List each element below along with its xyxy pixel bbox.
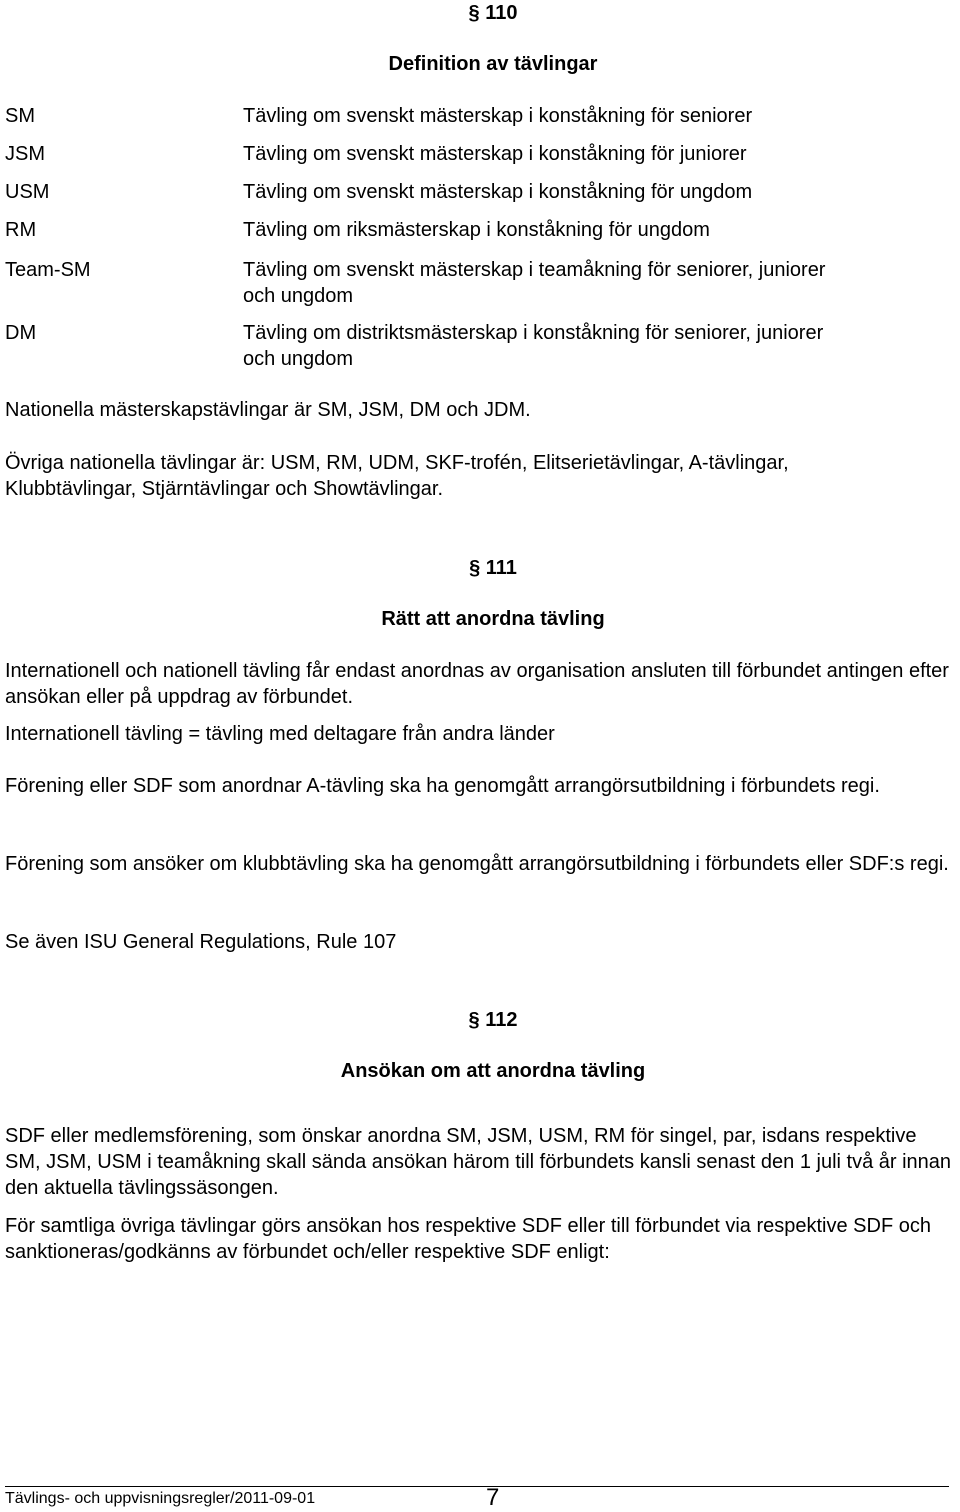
definition-term: RM (5, 219, 37, 241)
definition-description: Tävling om riksmästerskap i konståkning för ungdom (243, 219, 710, 241)
paragraph: Förening som ansöker om klubbtävling ska ha genomgått arrangörsutbildning i förbundets eller SDF:s regi. (5, 853, 949, 875)
definition-description: Tävling om svenskt mästerskap i konståkning för seniorer (243, 105, 753, 127)
paragraph: Förening eller SDF som anordnar A-tävling ska ha genomgått arrangörsutbildning i förbundets regi. (5, 775, 880, 797)
definition-description: Tävling om svenskt mästerskap i konståkning för juniorer (243, 143, 747, 165)
definition-term: SM (5, 105, 35, 127)
section-number-110: § 110 (468, 2, 518, 24)
paragraph: Nationella mästerskapstävlingar är SM, JSM, DM och JDM. (5, 399, 531, 421)
footer-document-reference: Tävlings- och uppvisningsregler/2011-09-01 (5, 1490, 316, 1507)
definition-term: JSM (5, 143, 45, 165)
paragraph: Internationell tävling = tävling med deltagare från andra länder (5, 723, 555, 745)
paragraph: Se även ISU General Regulations, Rule 107 (5, 931, 397, 953)
definition-description: Tävling om distriktsmästerskap i konståkning för seniorer, juniorer och ungdom (243, 322, 824, 370)
paragraph: För samtliga övriga tävlingar görs ansökan hos respektive SDF eller till förbundet via respektive SDF och sanktioneras/godkänns av förbundet och/eller respektive SDF enligt: (5, 1215, 931, 1263)
footer-divider (5, 1486, 949, 1487)
definition-term: DM (5, 322, 37, 344)
paragraph: SDF eller medlemsförening, som önskar anordna SM, JSM, USM, RM för singel, par, isdans respektive SM, JSM, USM i teamåkning skall sända ansökan härom till förbundets kansli senast den 1 juli två år innan den aktuella tävlingssäsongen. (5, 1125, 952, 1199)
definition-description: Tävling om svenskt mästerskap i konståkning för ungdom (243, 181, 753, 203)
section-title-110: Definition av tävlingar (388, 53, 598, 75)
paragraph: Internationell och nationell tävling får endast anordnas av organisation ansluten till förbundet antingen efter ansökan eller på uppdrag av förbundet. (5, 660, 949, 708)
definition-description: Tävling om svenskt mästerskap i teamåkning för seniorer, juniorer och ungdom (243, 259, 826, 307)
section-number-111: § 111 (469, 557, 517, 579)
section-title-111: Rätt att anordna tävling (381, 608, 605, 630)
paragraph: Övriga nationella tävlingar är: USM, RM, UDM, SKF-trofén, Elitserietävlingar, A-tävlingar, Klubbtävlingar, Stjärntävlingar och Showtävlingar. (5, 452, 789, 500)
definition-term: USM (5, 181, 50, 203)
definition-term: Team-SM (5, 259, 91, 281)
section-title-112: Ansökan om att anordna tävling (340, 1060, 646, 1082)
section-number-112: § 112 (468, 1009, 518, 1031)
page-number: 7 (486, 1484, 500, 1511)
